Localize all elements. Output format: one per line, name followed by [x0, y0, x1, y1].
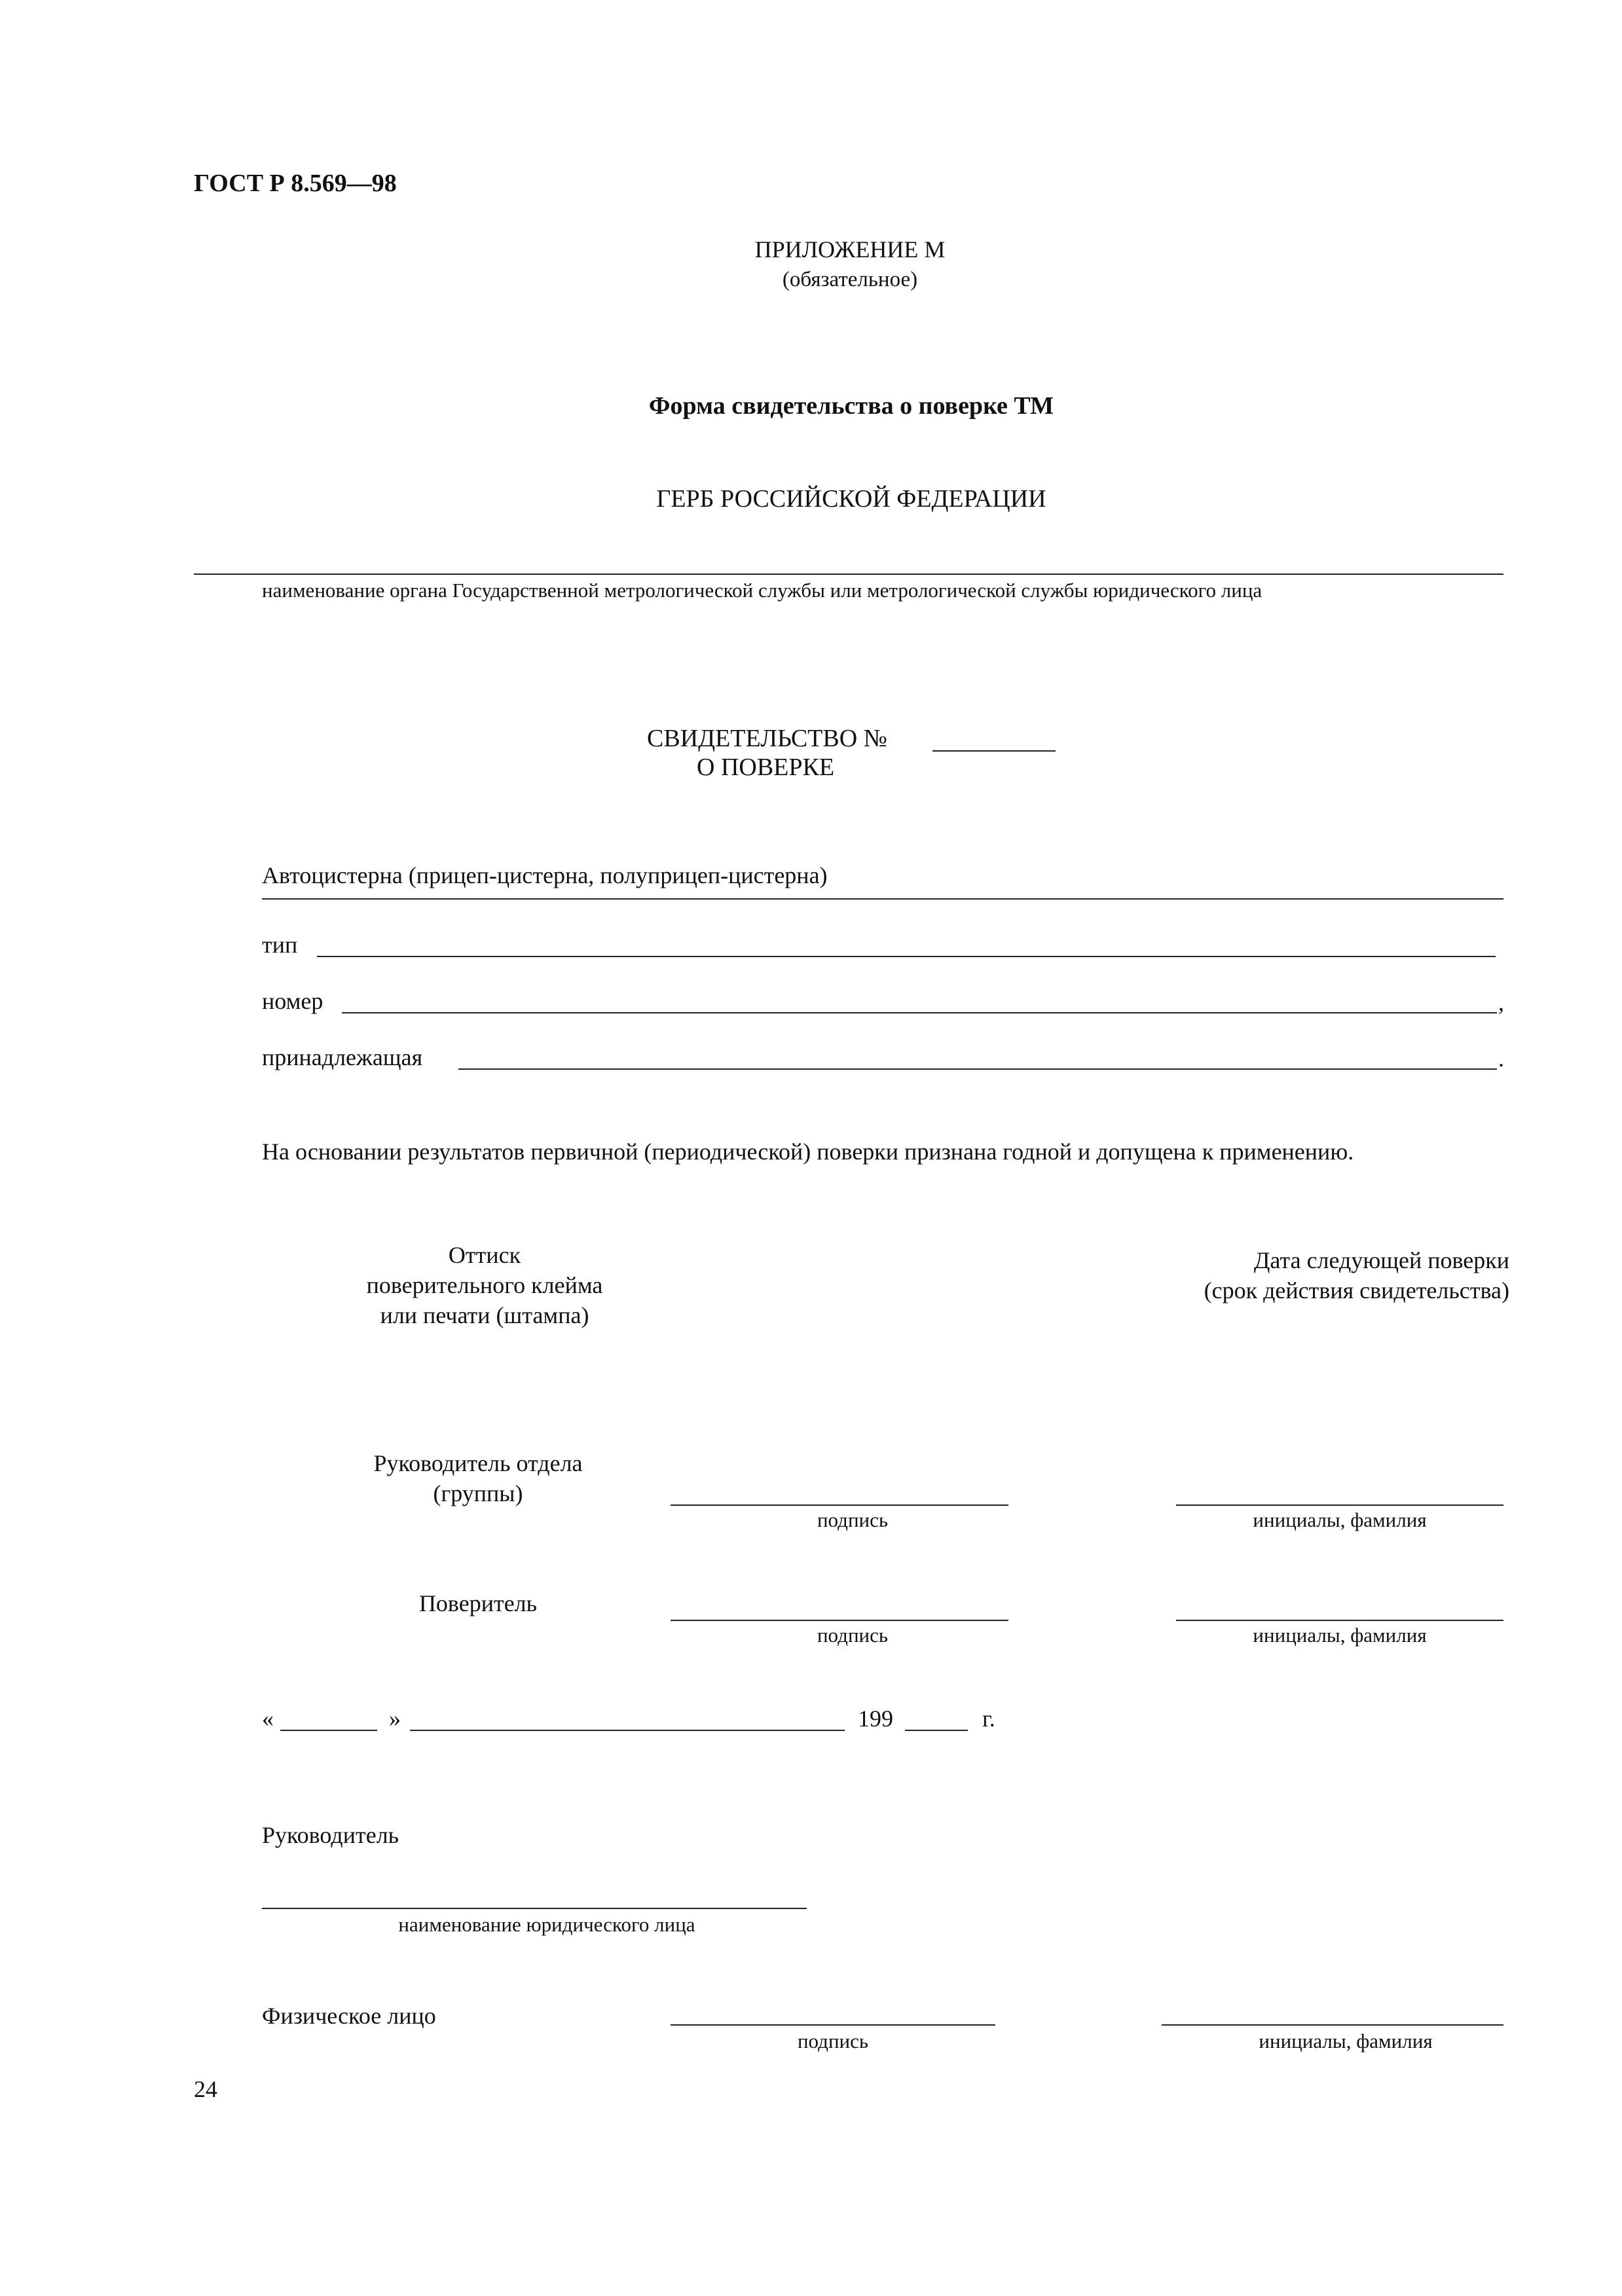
manager-line — [262, 1908, 807, 1909]
manager-label: Руководитель — [262, 1822, 399, 1848]
date-year-prefix: 199 — [858, 1705, 893, 1732]
individual-signature-line — [671, 2024, 995, 2026]
vehicle-label: Автоцистерна (прицеп-цистерна, полуприцеп-цистерна) — [262, 862, 828, 888]
stamp-line-3: или печати (штампа) — [380, 1302, 589, 1328]
verifier-signature-line — [671, 1620, 1008, 1621]
owner-field-line — [458, 1068, 1497, 1070]
individual-signature-caption: подпись — [797, 2030, 869, 2052]
appendix-title: ПРИЛОЖЕНИЕ М — [754, 236, 946, 263]
number-end-comma: , — [1498, 989, 1504, 1015]
document-code: ГОСТ Р 8.569—98 — [194, 170, 397, 197]
manager-caption: наименование юридического лица — [398, 1913, 695, 1936]
form-title: Форма свидетельства о поверке ТМ — [648, 392, 1054, 420]
date-year-line — [905, 1730, 968, 1731]
certificate-subtitle: О ПОВЕРКЕ — [697, 754, 835, 781]
date-open-quote: « — [262, 1705, 274, 1732]
stamp-line-2: поверительного клейма — [366, 1272, 603, 1298]
stamp-line-1: Оттиск — [448, 1242, 521, 1268]
individual-name-line — [1162, 2024, 1503, 2026]
verifier-name-caption: инициалы, фамилия — [1253, 1624, 1427, 1647]
authority-line — [194, 574, 1503, 575]
date-day-line — [280, 1730, 377, 1731]
owner-end-period: . — [1498, 1046, 1504, 1072]
head-dept-signature-caption: подпись — [817, 1508, 889, 1531]
next-check-line-2: (срок действия свидетельства) — [1204, 1277, 1509, 1303]
individual-label: Физическое лицо — [262, 2003, 436, 2029]
authority-caption: наименование органа Государственной метрологической службы или метрологической службы юридического лица — [262, 579, 1263, 602]
number-label: номер — [262, 988, 323, 1014]
verifier-signature-caption: подпись — [817, 1624, 889, 1647]
appendix-note: (обязательное) — [782, 268, 918, 291]
conclusion-text: На основании результатов первичной (периодической) поверки признана годной и допущена к применению. — [262, 1139, 1354, 1165]
verifier-name-line — [1176, 1620, 1503, 1621]
head-dept-signature-line — [671, 1504, 1008, 1506]
type-field-line — [317, 956, 1496, 957]
emblem-text: ГЕРБ РОССИЙСКОЙ ФЕДЕРАЦИИ — [656, 485, 1046, 513]
date-year-suffix: г. — [982, 1705, 995, 1732]
date-month-line — [410, 1730, 845, 1731]
verifier-label: Поверитель — [418, 1590, 538, 1616]
certificate-title: СВИДЕТЕЛЬСТВО № — [647, 725, 887, 752]
head-dept-label-1: Руководитель отдела — [373, 1450, 583, 1476]
head-dept-name-caption: инициалы, фамилия — [1253, 1508, 1427, 1531]
number-field-line — [342, 1012, 1497, 1013]
type-label: тип — [262, 932, 298, 958]
date-close-quote: » — [389, 1705, 401, 1732]
page-number: 24 — [194, 2076, 217, 2102]
head-dept-label-2: (группы) — [433, 1480, 523, 1506]
certificate-number-line — [932, 750, 1056, 752]
next-check-line-1: Дата следующей поверки — [1253, 1247, 1509, 1273]
vehicle-line — [262, 898, 1503, 900]
head-dept-name-line — [1176, 1504, 1503, 1506]
owner-label: принадлежащая — [262, 1044, 423, 1070]
individual-name-caption: инициалы, фамилия — [1259, 2030, 1433, 2052]
